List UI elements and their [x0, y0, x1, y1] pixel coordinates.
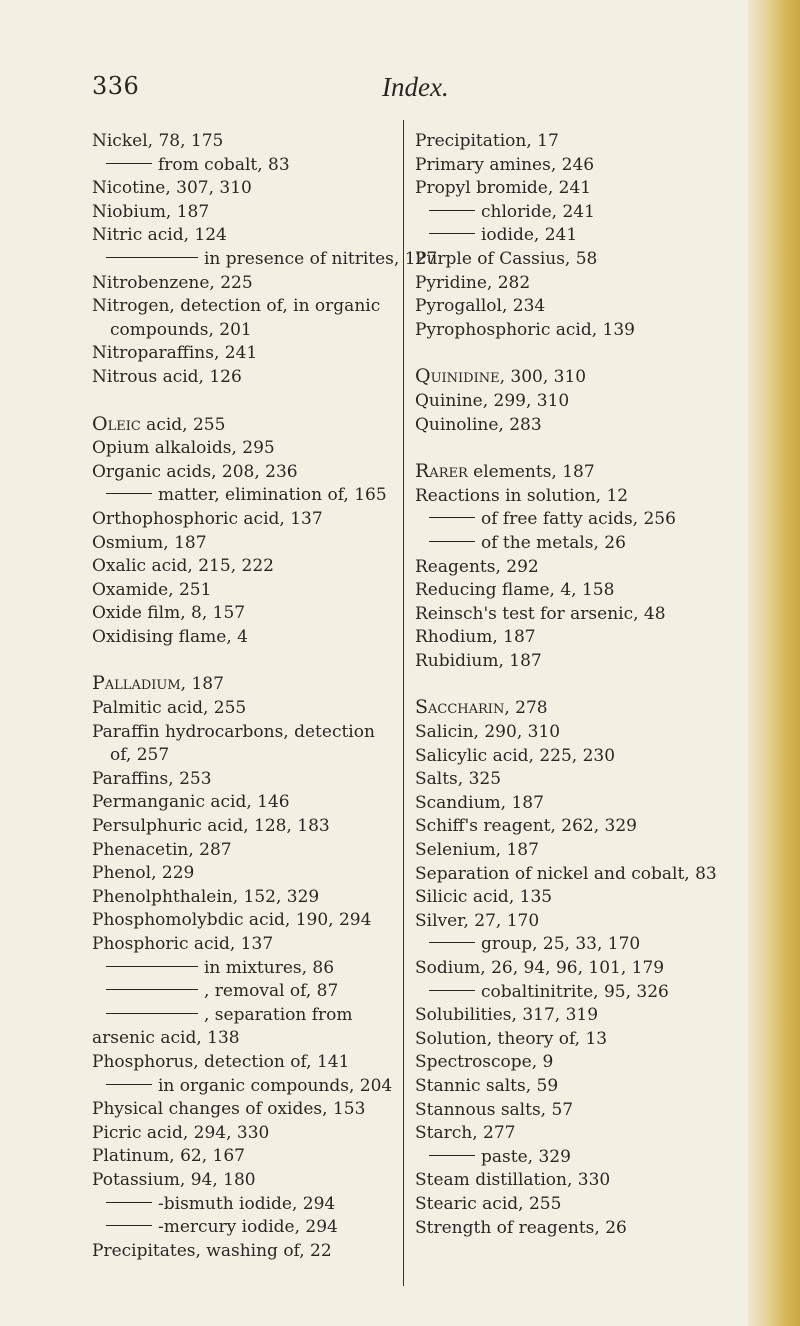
index-entry: [415, 721, 740, 745]
index-entry: [92, 342, 395, 366]
entry-text: Salicin, 290, 310: [415, 722, 561, 743]
entry-text: Phosphoric acid, 137: [92, 934, 274, 954]
index-subentry: [92, 154, 395, 178]
entry-text: Nickel, 78, 175: [92, 131, 224, 151]
index-entry: [92, 1098, 395, 1122]
ditto-dash: [429, 233, 475, 234]
entry-text: Nitrogen, detection of, in organic compounds, 201: [92, 296, 381, 340]
section-lead-word: Quinidine: [415, 365, 500, 388]
index-entry: [415, 414, 740, 438]
ditto-dash: [429, 942, 475, 943]
index-subentry: [92, 484, 395, 508]
index-entry: [92, 177, 395, 201]
entry-text: Stearic acid, 255: [415, 1193, 562, 1214]
ditto-dash: [106, 1202, 152, 1203]
entry-text: iodide, 241: [481, 225, 578, 246]
entry-text: Silicic acid, 135: [415, 887, 553, 908]
column-divider: [403, 120, 404, 1286]
index-entry: [415, 910, 740, 934]
index-entry: [92, 791, 395, 815]
index-entry: [92, 839, 395, 863]
entry-text: Schiff's reagent, 262, 329: [415, 816, 637, 837]
index-entry: [415, 957, 740, 981]
index-entry: [415, 603, 740, 627]
index-entry: [92, 1051, 395, 1075]
ditto-dash: [106, 1013, 198, 1014]
entry-text: Potassium, 94, 180: [92, 1169, 256, 1190]
index-entry: [92, 295, 395, 342]
entry-text: Oxide film, 8, 157: [92, 603, 246, 624]
ditto-dash: [106, 1225, 152, 1226]
index-entry: [415, 460, 740, 485]
index-subentry: [415, 1146, 740, 1170]
entry-text: in organic compounds, 204: [158, 1075, 393, 1096]
index-entry: [415, 556, 740, 580]
index-entry: [92, 768, 395, 792]
page-number: 336: [92, 72, 140, 100]
index-entry: [415, 886, 740, 910]
index-entry: [415, 154, 740, 178]
section-lead-word: Saccharin: [415, 696, 505, 719]
index-column-left: [92, 130, 438, 1263]
entry-text: Stannous salts, 57: [415, 1099, 574, 1120]
entry-text: Spectroscope, 9: [415, 1052, 554, 1073]
index-entry: [415, 177, 740, 201]
index-entry: [415, 319, 740, 343]
entry-text: in presence of nitrites, 127: [204, 248, 438, 269]
entry-text: Phenacetin, 287: [92, 839, 232, 860]
index-entry: [92, 1240, 395, 1264]
index-entry: [415, 272, 740, 296]
entry-text: -mercury iodide, 294: [158, 1217, 338, 1238]
index-entry: [415, 1028, 740, 1052]
index-entry: [92, 721, 395, 768]
index-entry: [92, 602, 395, 626]
index-entry: [92, 532, 395, 556]
index-entry: [415, 295, 740, 319]
entry-text: , 187: [180, 674, 224, 695]
section-lead-word: Oleic: [92, 412, 141, 435]
index-subentry: [92, 1216, 395, 1240]
index-entry: [92, 413, 395, 438]
entry-text: acid, 255: [140, 414, 226, 435]
entry-text: chloride, 241: [481, 201, 595, 222]
index-entry: [415, 1075, 740, 1099]
index-subentry: [92, 1004, 395, 1051]
ditto-dash: [106, 1084, 152, 1085]
entry-text: Reagents, 292: [415, 556, 539, 577]
section-gap: [92, 649, 395, 672]
index-entry: [92, 626, 395, 650]
index-entry: [92, 437, 395, 461]
index-entry: [415, 579, 740, 603]
ditto-dash: [429, 210, 475, 211]
index-entry: [92, 579, 395, 603]
entry-text: Oxamide, 251: [92, 579, 212, 600]
entry-text: Nitrous acid, 126: [92, 366, 242, 387]
entry-text: Phosphomolybdic acid, 190, 294: [92, 910, 372, 931]
index-entry: [92, 815, 395, 839]
index-entry: [415, 863, 740, 887]
entry-text: paste, 329: [481, 1146, 571, 1167]
entry-text: Phenolphthalein, 152, 329: [92, 886, 320, 907]
entry-text: cobaltinitrite, 95, 326: [481, 981, 669, 1002]
entry-text: matter, elimination of, 165: [158, 485, 387, 506]
ditto-dash: [429, 541, 475, 542]
index-entry: [92, 1122, 395, 1146]
entry-text: Persulphuric acid, 128, 183: [92, 816, 330, 837]
index-entry: [92, 909, 395, 933]
entry-text: Platinum, 62, 167: [92, 1146, 245, 1167]
index-entry: [92, 672, 395, 697]
entry-text: , 300, 310: [499, 367, 587, 388]
index-subentry: [415, 933, 740, 957]
entry-text: , 278: [504, 698, 548, 719]
index-subentry: [92, 1075, 395, 1099]
index-entry: [415, 1051, 740, 1075]
section-gap: [415, 673, 740, 696]
section-gap: [92, 390, 395, 413]
entry-text: , separation from arsenic acid, 138: [92, 1004, 353, 1049]
index-subentry: [415, 224, 740, 248]
section-gap: [415, 437, 740, 460]
index-entry: [415, 839, 740, 863]
index-entry: [92, 697, 395, 721]
entry-text: Rubidium, 187: [415, 650, 542, 671]
index-entry: [92, 224, 395, 248]
index-entry: [415, 390, 740, 414]
index-entry: [415, 130, 740, 154]
index-entry: [92, 886, 395, 910]
index-subentry: [92, 1193, 395, 1217]
entry-text: Separation of nickel and cobalt, 83: [415, 863, 717, 884]
index-subentry: [415, 981, 740, 1005]
section-gap: [415, 342, 740, 365]
entry-text: Salicylic acid, 225, 230: [415, 745, 616, 766]
entry-text: Osmium, 187: [92, 532, 207, 553]
entry-text: Sodium, 26, 94, 96, 101, 179: [415, 958, 665, 978]
entry-text: Oxidising flame, 4: [92, 626, 248, 647]
entry-text: from cobalt, 83: [158, 154, 290, 175]
entry-text: Nitric acid, 124: [92, 225, 227, 246]
entry-text: elements, 187: [467, 462, 595, 483]
entry-text: Pyrophosphoric acid, 139: [415, 319, 635, 340]
index-entry: [415, 1217, 740, 1241]
index-entry: [92, 461, 395, 485]
entry-text: Pyridine, 282: [415, 272, 531, 293]
ditto-dash: [106, 493, 152, 494]
section-lead-word: Palladium: [92, 672, 181, 695]
index-entry: [415, 792, 740, 816]
index-subentry: [415, 201, 740, 225]
index-entry: [92, 862, 395, 886]
index-column-right: [415, 130, 740, 1240]
entry-text: Rhodium, 187: [415, 627, 536, 648]
entry-text: Precipitates, washing of, 22: [92, 1240, 332, 1261]
entry-text: Quinoline, 283: [415, 414, 542, 435]
index-entry: [92, 1145, 395, 1169]
index-entry: [92, 366, 395, 390]
entry-text: Phenol, 229: [92, 863, 195, 884]
index-entry: [92, 272, 395, 296]
entry-text: Starch, 277: [415, 1123, 516, 1144]
index-entry: [415, 768, 740, 792]
section-lead-word: Rarer: [415, 460, 468, 483]
entry-text: Palmitic acid, 255: [92, 698, 247, 719]
index-entry: [92, 1169, 395, 1193]
entry-text: Organic acids, 208, 236: [92, 461, 298, 482]
entry-text: of the metals, 26: [481, 532, 626, 553]
index-entry: [92, 201, 395, 225]
entry-text: Paraffins, 253: [92, 768, 212, 789]
entry-text: -bismuth iodide, 294: [158, 1193, 336, 1214]
index-subentry: [92, 957, 395, 981]
index-entry: [415, 365, 740, 390]
index-entry: [415, 650, 740, 674]
index-entry: [415, 815, 740, 839]
entry-text: Precipitation, 17: [415, 131, 559, 151]
index-entry: [415, 1099, 740, 1123]
index-subentry: [415, 532, 740, 556]
entry-text: Niobium, 187: [92, 201, 210, 222]
entry-text: Permanganic acid, 146: [92, 792, 290, 813]
entry-text: in mixtures, 86: [204, 957, 335, 978]
index-entry: [415, 1169, 740, 1193]
entry-text: Phosphorus, detection of, 141: [92, 1051, 350, 1072]
entry-text: Primary amines, 246: [415, 154, 595, 175]
index-entry: [415, 1193, 740, 1217]
ditto-dash: [429, 1155, 475, 1156]
ditto-dash: [106, 163, 152, 164]
page-edge: [748, 0, 800, 1326]
index-entry: [415, 485, 740, 509]
ditto-dash: [429, 990, 475, 991]
index-entry: [92, 130, 395, 154]
entry-text: Physical changes of oxides, 153: [92, 1099, 366, 1120]
index-entry: [415, 626, 740, 650]
entry-text: , removal of, 87: [204, 981, 339, 1002]
entry-text: Reinsch's test for arsenic, 48: [415, 603, 666, 624]
index-entry: [415, 696, 740, 721]
page-header: [92, 72, 692, 112]
index-entry: [92, 933, 395, 957]
entry-text: Pyrogallol, 234: [415, 296, 546, 317]
entry-text: Strength of reagents, 26: [415, 1217, 627, 1238]
entry-text: Scandium, 187: [415, 792, 544, 813]
entry-text: Nitrobenzene, 225: [92, 272, 253, 293]
entry-text: group, 25, 33, 170: [481, 934, 641, 955]
entry-text: Orthophosphoric acid, 137: [92, 508, 323, 529]
running-head: Index.: [382, 72, 449, 102]
index-entry: [92, 508, 395, 532]
entry-text: Silver, 27, 170: [415, 910, 540, 931]
entry-text: Salts, 325: [415, 769, 502, 790]
entry-text: Nitroparaffins, 241: [92, 343, 258, 364]
index-subentry: [92, 980, 395, 1004]
entry-text: Solubilities, 317, 319: [415, 1005, 599, 1026]
ditto-dash: [106, 989, 198, 990]
entry-text: Quinine, 299, 310: [415, 390, 570, 411]
ditto-dash: [106, 966, 198, 967]
index-entry: [415, 745, 740, 769]
entry-text: Picric acid, 294, 330: [92, 1122, 270, 1143]
entry-text: Reactions in solution, 12: [415, 485, 629, 506]
entry-text: Steam distillation, 330: [415, 1170, 611, 1191]
index-entry: [92, 555, 395, 579]
index-entry: [415, 248, 740, 272]
entry-text: Selenium, 187: [415, 840, 539, 861]
entry-text: Purple of Cassius, 58: [415, 248, 598, 269]
entry-text: Propyl bromide, 241: [415, 178, 592, 199]
entry-text: Nicotine, 307, 310: [92, 178, 252, 199]
ditto-dash: [429, 517, 475, 518]
ditto-dash: [106, 257, 198, 258]
entry-text: Opium alkaloids, 295: [92, 438, 275, 459]
index-subentry: [415, 508, 740, 532]
entry-text: Reducing flame, 4, 158: [415, 580, 615, 601]
entry-text: Stannic salts, 59: [415, 1075, 559, 1096]
entry-text: Solution, theory of, 13: [415, 1028, 608, 1049]
entry-text: of free fatty acids, 256: [481, 509, 676, 530]
entry-text: Paraffin hydrocarbons, detection of, 257: [92, 721, 375, 766]
entry-text: Oxalic acid, 215, 222: [92, 556, 274, 577]
index-subentry: [92, 248, 438, 272]
index-entry: [415, 1122, 740, 1146]
index-entry: [415, 1004, 740, 1028]
